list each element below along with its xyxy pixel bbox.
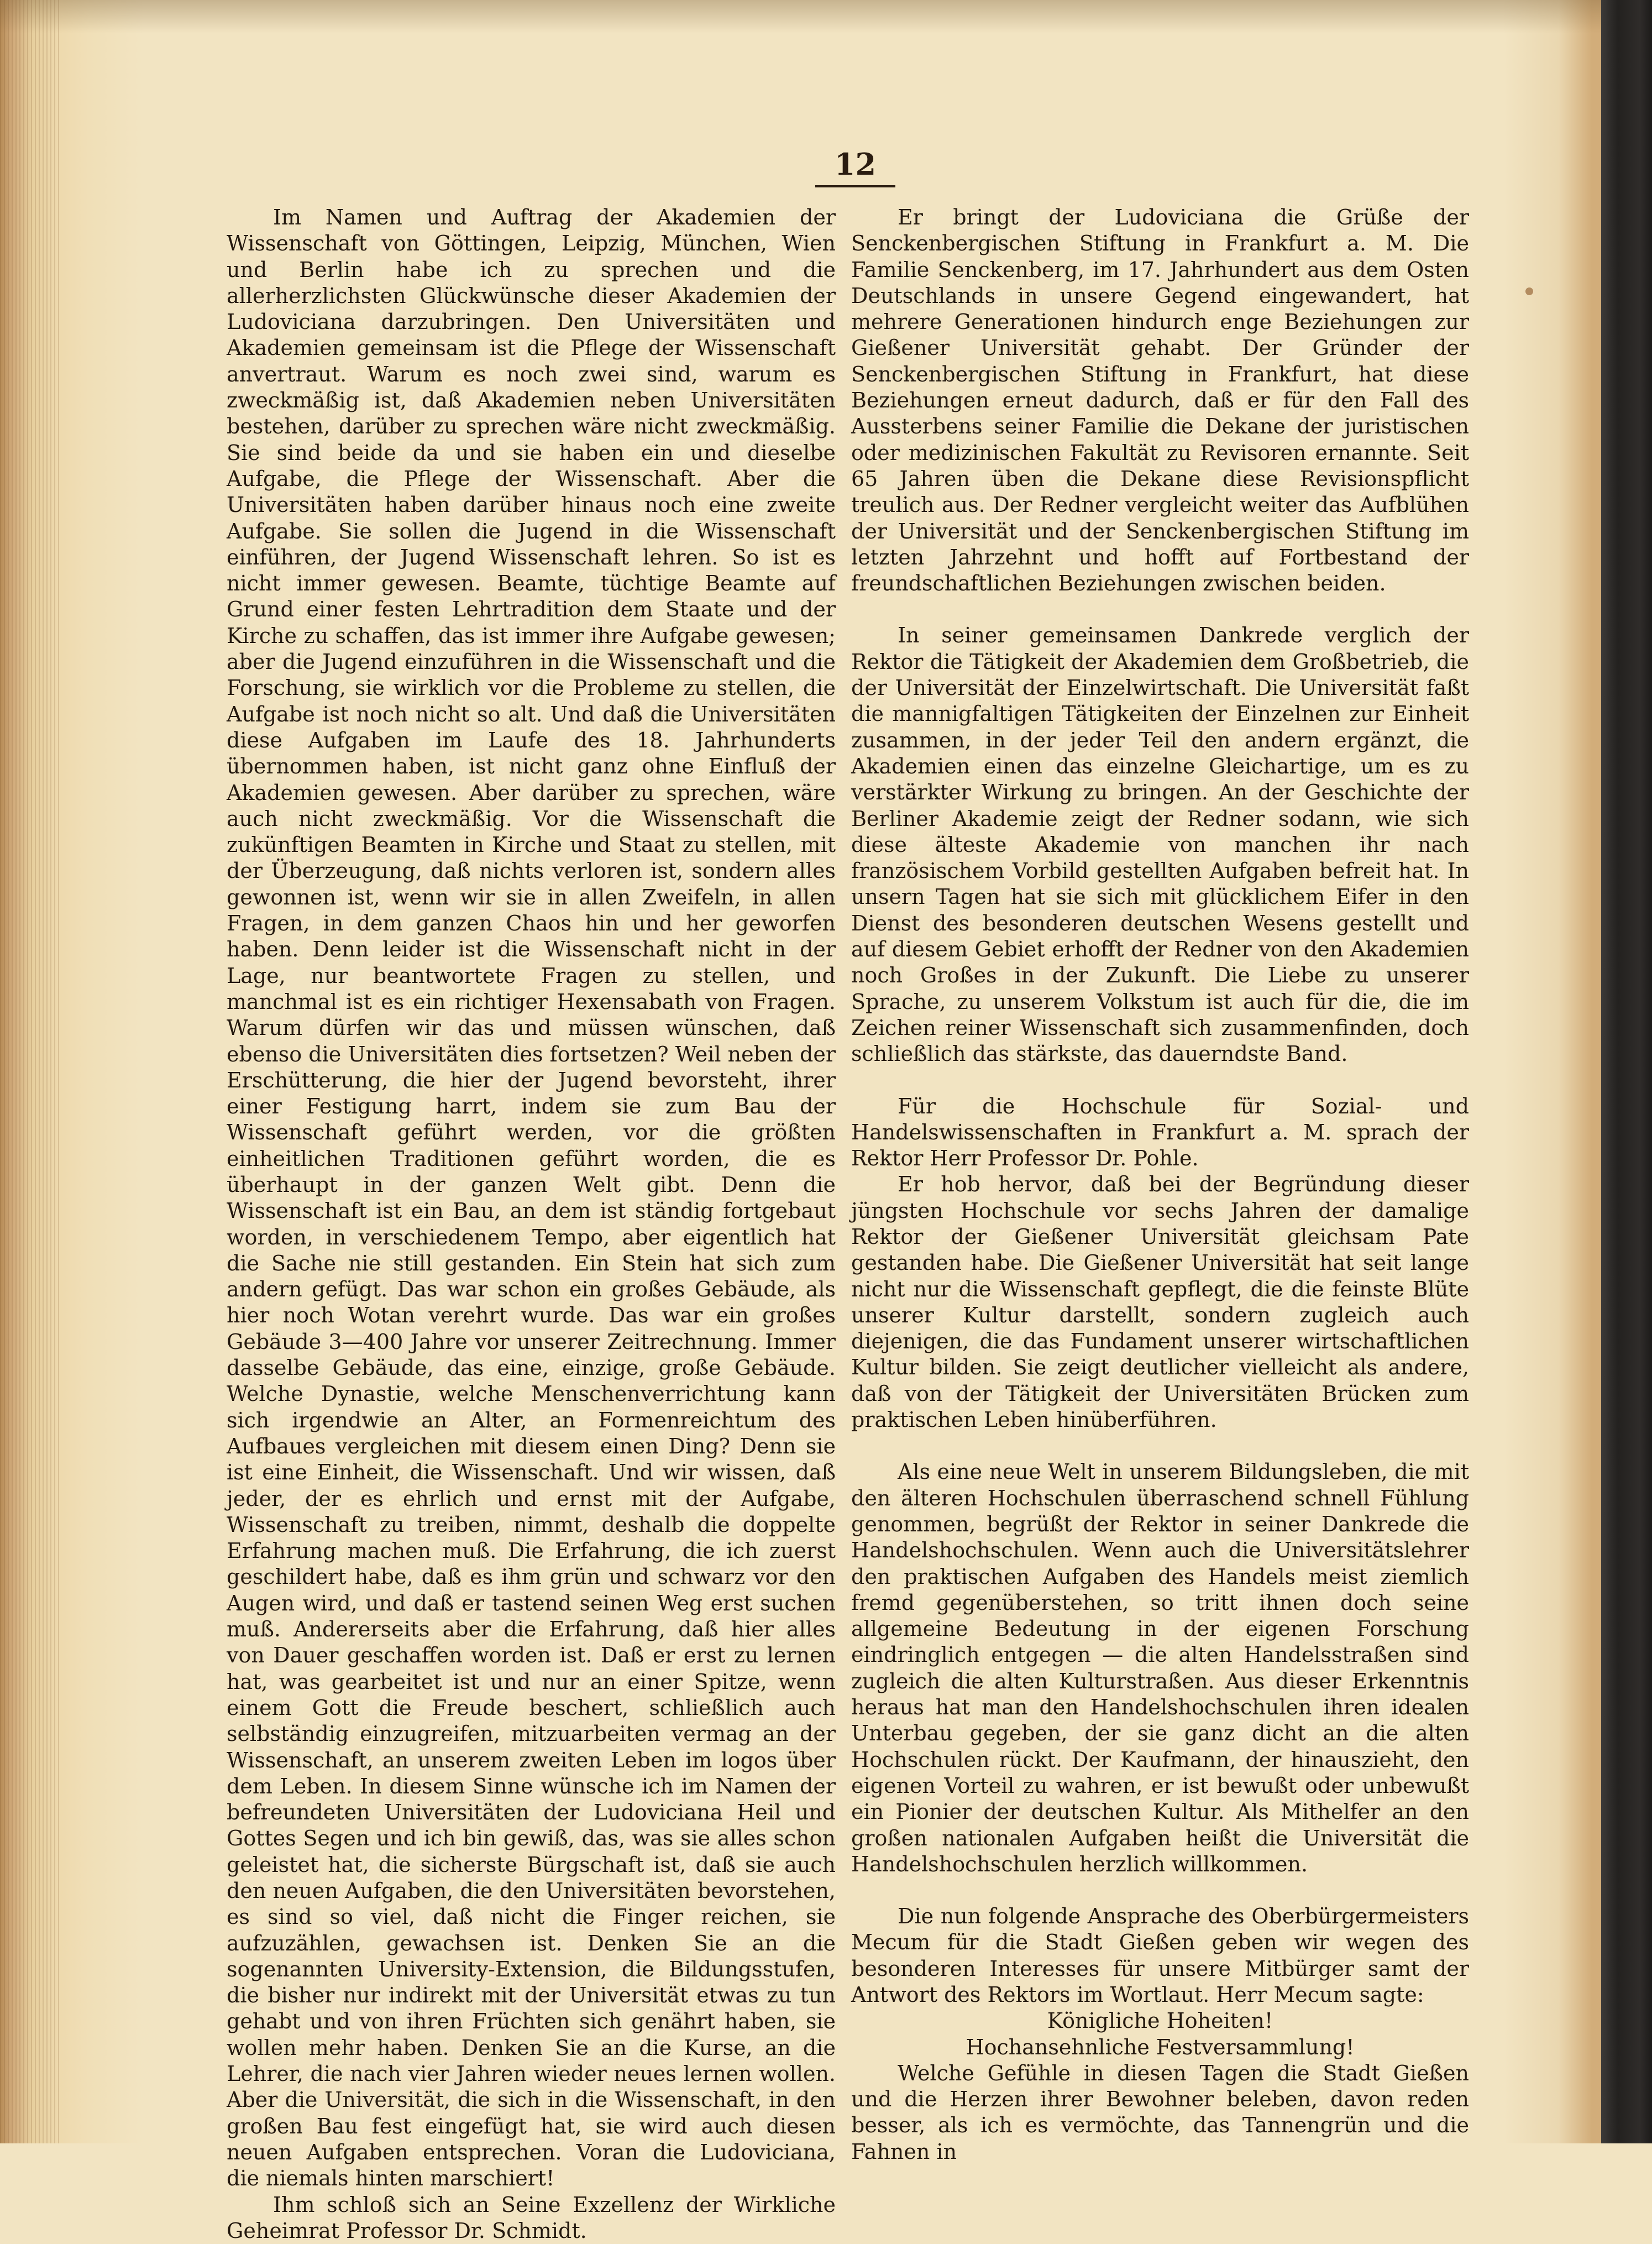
paragraph-mecum-speech: Welche Gefühle in diesen Tagen die Stadt Gießen und die Herzen ihrer Bewohner beleben, davon reden besser, als ich es vermöchte, das Tannengrün und die Fahnen in <box>851 2060 1469 2164</box>
page-edges <box>0 0 61 2143</box>
book-cover-edge <box>1601 0 1652 2143</box>
top-shadow <box>0 0 1652 33</box>
salutation-hoheiten: Königliche Hoheiten! <box>1047 2008 1273 2033</box>
paragraph-handelshochschulen: Als eine neue Welt in unserem Bildungsleben, die mit den älteren Hochschulen überraschend schnell Fühlung genommen, begrüßt der Rektor in seiner Dankrede die Handelshochschulen. Wenn auch die Universitätslehrer den praktischen Aufgaben des Handels meist ziemlich fremd gegenüberstehen, so tritt ihnen doch seine allgemeine Bedeutung in der eigenen Forschung eindringlich entgegen — die alten Handelsstraßen sind zugleich die alten Kulturstraßen. Aus dieser Erkenntnis heraus hat man den Handelshochschulen ihren idealen Unterbau gegeben, der sie ganz dicht an die alten Hochschulen rückt. Der Kaufmann, der hinauszieht, den eigenen Vorteil zu wahren, er ist bewußt oder unbewußt ein Pionier der deutschen Kultur. Als Mithelfer an den großen nationalen Aufgaben heißt die Universität die Handelshochschulen herzlich willkommen. <box>851 1460 1469 1876</box>
right-column <box>851 205 1469 2165</box>
paragraph-senckenberg: Er bringt der Ludoviciana die Grüße der Senckenbergischen Stiftung in Frankfurt a. M. Die Familie Senckenberg, im 17. Jahrhundert aus dem Osten Deutschlands in unsere Gegend eingewandert, hat mehrere Generationen hindurch enge Beziehungen zur Gießener Universität gehabt. Der Gründer der Senckenbergischen Stiftung in Frankfurt, hat diese Beziehungen erneut dadurch, daß er für den Fall des Aussterbens seiner Familie die Dekane der juristischen oder medizinischen Fakultät zu Revisoren ernannte. Seit 65 Jahren üben die Dekane diese Revisionspflicht treulich aus. Der Redner vergleicht weiter das Aufblühen der Universität und der Senckenbergischen Stiftung im letzten Jahrzehnt und hofft auf Fortbestand der freundschaftlichen Beziehungen zwischen beiden. <box>851 205 1469 596</box>
page-number: 12 <box>815 147 895 187</box>
paragraph-academies-speech: Im Namen und Auftrag der Akademien der Wissenschaft von Göttingen, Leipzig, München, Wien und Berlin habe ich zu sprechen und die allerherzlichsten Glückwünsche dieser Akademien der Ludoviciana darzubringen. Den Universitäten und Akademien gemeinsam ist die Pflege der Wissenschaft anvertraut. Warum es noch zwei sind, warum es zweckmäßig ist, daß Akademien neben Universitäten bestehen, darüber zu sprechen wäre nicht zweckmäßig. Sie sind beide da und sie haben ein und dieselbe Aufgabe, die Pflege der Wissenschaft. Aber die Universitäten haben darüber hinaus noch eine zweite Aufgabe. Sie sollen die Jugend in die Wissenschaft einführen, der Jugend Wissenschaft lehren. So ist es nicht immer gewesen. Beamte, tüchtige Beamte auf Grund einer festen Lehrtradition dem Staate und der Kirche zu schaffen, das ist immer ihre Aufgabe gewesen; aber die Jugend einzuführen in die Wissenschaft und die Forschung, sie wirklich vor die Probleme zu stellen, die Aufgabe ist noch nicht so alt. Und daß die Universitäten diese Aufgaben im Laufe des 18. Jahrhunderts übernommen haben, ist nicht ganz ohne Einfluß der Akademien gewesen. Aber darüber zu sprechen, wäre auch nicht zweckmäßig. Vor die Wissenschaft die zukünftigen Beamten in Kirche und Staat zu stellen, mit der Überzeugung, daß nichts verloren ist, sondern alles gewonnen ist, wenn wir sie in allen Zweifeln, in allen Fragen, in dem ganzen Chaos hin und her geworfen haben. Denn leider ist die Wissenschaft nicht in der Lage, nur beantwortete Fragen zu stellen, und manchmal ist es ein richtiger Hexensabath von Fragen. Warum dürfen wir das und müssen wünschen, daß ebenso die Universitäten dies fortsetzen? Weil neben der Erschütterung, die hier der Jugend bevorsteht, ihrer einer Festigung harrt, indem sie zum Bau der Wissenschaft geführt werden, vor die größten einheitlichen Traditionen geführt worden, die es überhaupt in der ganzen Welt gibt. Denn die Wissenschaft ist ein Bau, an dem ist ständig fortgebaut worden, in verschiedenem Tempo, aber eigentlich hat die Sache nie still gestanden. Ein Stein hat sich zum andern gefügt. Das war schon ein großes Gebäude, als hier noch Wotan verehrt wurde. Das war ein großes Gebäude 3—400 Jahre vor unserer Zeitrechnung. Immer dasselbe Gebäude, das eine, einzige, große Gebäude. Welche Dynastie, welche Menschenverrichtung kann sich irgendwie an Alter, an Formenreichtum des Aufbaues vergleichen mit diesem einen Ding? Denn sie ist eine Einheit, die Wissenschaft. Und wir wissen, daß jeder, der es ehrlich und ernst mit der Aufgabe, Wissenschaft zu treiben, nimmt, deshalb die doppelte Erfahrung machen muß. Die Erfahrung, die ich zuerst geschildert habe, daß es ihm grün und schwarz vor den Augen wird, und daß er tastend seinen Weg erst suchen muß. Andererseits aber die Erfahrung, daß hier alles von Dauer geschaffen worden ist. Daß er erst zu lernen hat, was gearbeitet ist und nur an einer Spitze, wenn einem Gott die Freude beschert, schließlich auch selbständig einzugreifen, mitzuarbeiten vermag an der Wissenschaft, an unserem zweiten Leben im logos über dem Leben. In diesem Sinne wünsche ich im Namen der befreundeten Universitäten der Ludoviciana Heil und Gottes Segen und ich bin gewiß, das, was sie alles schon geleistet hat, die sicherste Bürgschaft ist, daß sie auch den neuen Aufgaben, die den Universitäten bevorstehen, es sind so viel, daß nicht die Finger reichen, sie aufzuzählen, gewachsen ist. Denken Sie an die sogenannten University-Extension, die Bildungsstufen, die bisher nur indirekt mit der Universität etwas zu tun gehabt und von ihren Früchten sich genährt haben, sie wollen mehr haben. Denken Sie an die Kurse, an die Lehrer, die nach vier Jahren wieder neues lernen wollen. Aber die Universität, die sich in die Wissenschaft, in den großen Bau fest eingefügt hat, sie wird auch diesen neuen Aufgaben entsprechen. Voran die Ludoviciana, die niemals hinten marschiert! <box>227 205 836 2191</box>
paragraph-frankfurt-hochschule: Für die Hochschule für Sozial- und Handelswissenschaften in Frankfurt a. M. sprach der Rektor Herr Professor Dr. Pohle. <box>851 1094 1469 1171</box>
paragraph-mecum-intro: Die nun folgende Ansprache des Oberbürgermeisters Mecum für die Stadt Gießen geben wir wegen des besonderen Interesses für unsere Mitbürger samt der Antwort des Rektors im Wortlaut. Herr Mecum sagte: <box>851 1904 1469 2007</box>
paragraph-schmidt: Ihm schloß sich an Seine Exzellenz der Wirkliche Geheimrat Professor Dr. Schmidt. <box>227 2192 836 2243</box>
salutation-festversammlung: Hochansehnliche Festversammlung! <box>966 2034 1355 2059</box>
paragraph-pohle: Er hob hervor, daß bei der Begründung dieser jüngsten Hochschule vor sechs Jahren der damalige Rektor der Gießener Universität gleichsam Pate gestanden habe. Die Gießener Universität hat seit lange nicht nur die Wissenschaft gepflegt, die die feinste Blüte unserer Kultur darstellt, sondern zugleich auch diejenigen, die das Fundament unserer wirtschaftlichen Kultur bilden. Sie zeigt deutlicher vielleicht als andere, daß von der Tätigkeit der Universitäten Brücken zum praktischen Leben hinüberführen. <box>851 1172 1469 1432</box>
left-column <box>227 205 836 2244</box>
paragraph-rector-dankrede: In seiner gemeinsamen Dankrede verglich der Rektor die Tätigkeit der Akademien dem Großbetrieb, die der Universität der Einzelwirtschaft. Die Universität faßt die mannigfaltigen Tätigkeiten der Einzelnen zur Einheit zusammen, in der jeder Teil den andern ergänzt, die Akademien einen das einzelne Gleichartige, um es zu verstärkter Wirkung zu bringen. An der Geschichte der Berliner Akademie zeigt der Redner sodann, wie sich diese älteste Akademie von manchen ihr nach französischem Vorbild gestellten Aufgaben befreit hat. In unsern Tagen hat sie sich mit glücklichem Eifer in den Dienst des besonderen deutschen Wesens gestellt und auf diesem Gebiet erhofft der Redner von den Akademien noch Großes in der Zukunft. Die Liebe zu unserer Sprache, zu unserem Volkstum ist auch für die, die im Zeichen reiner Wissenschaft sich zusammenfinden, doch schließlich das stärkste, das dauerndste Band. <box>851 623 1469 1066</box>
ink-spot <box>1525 287 1533 295</box>
